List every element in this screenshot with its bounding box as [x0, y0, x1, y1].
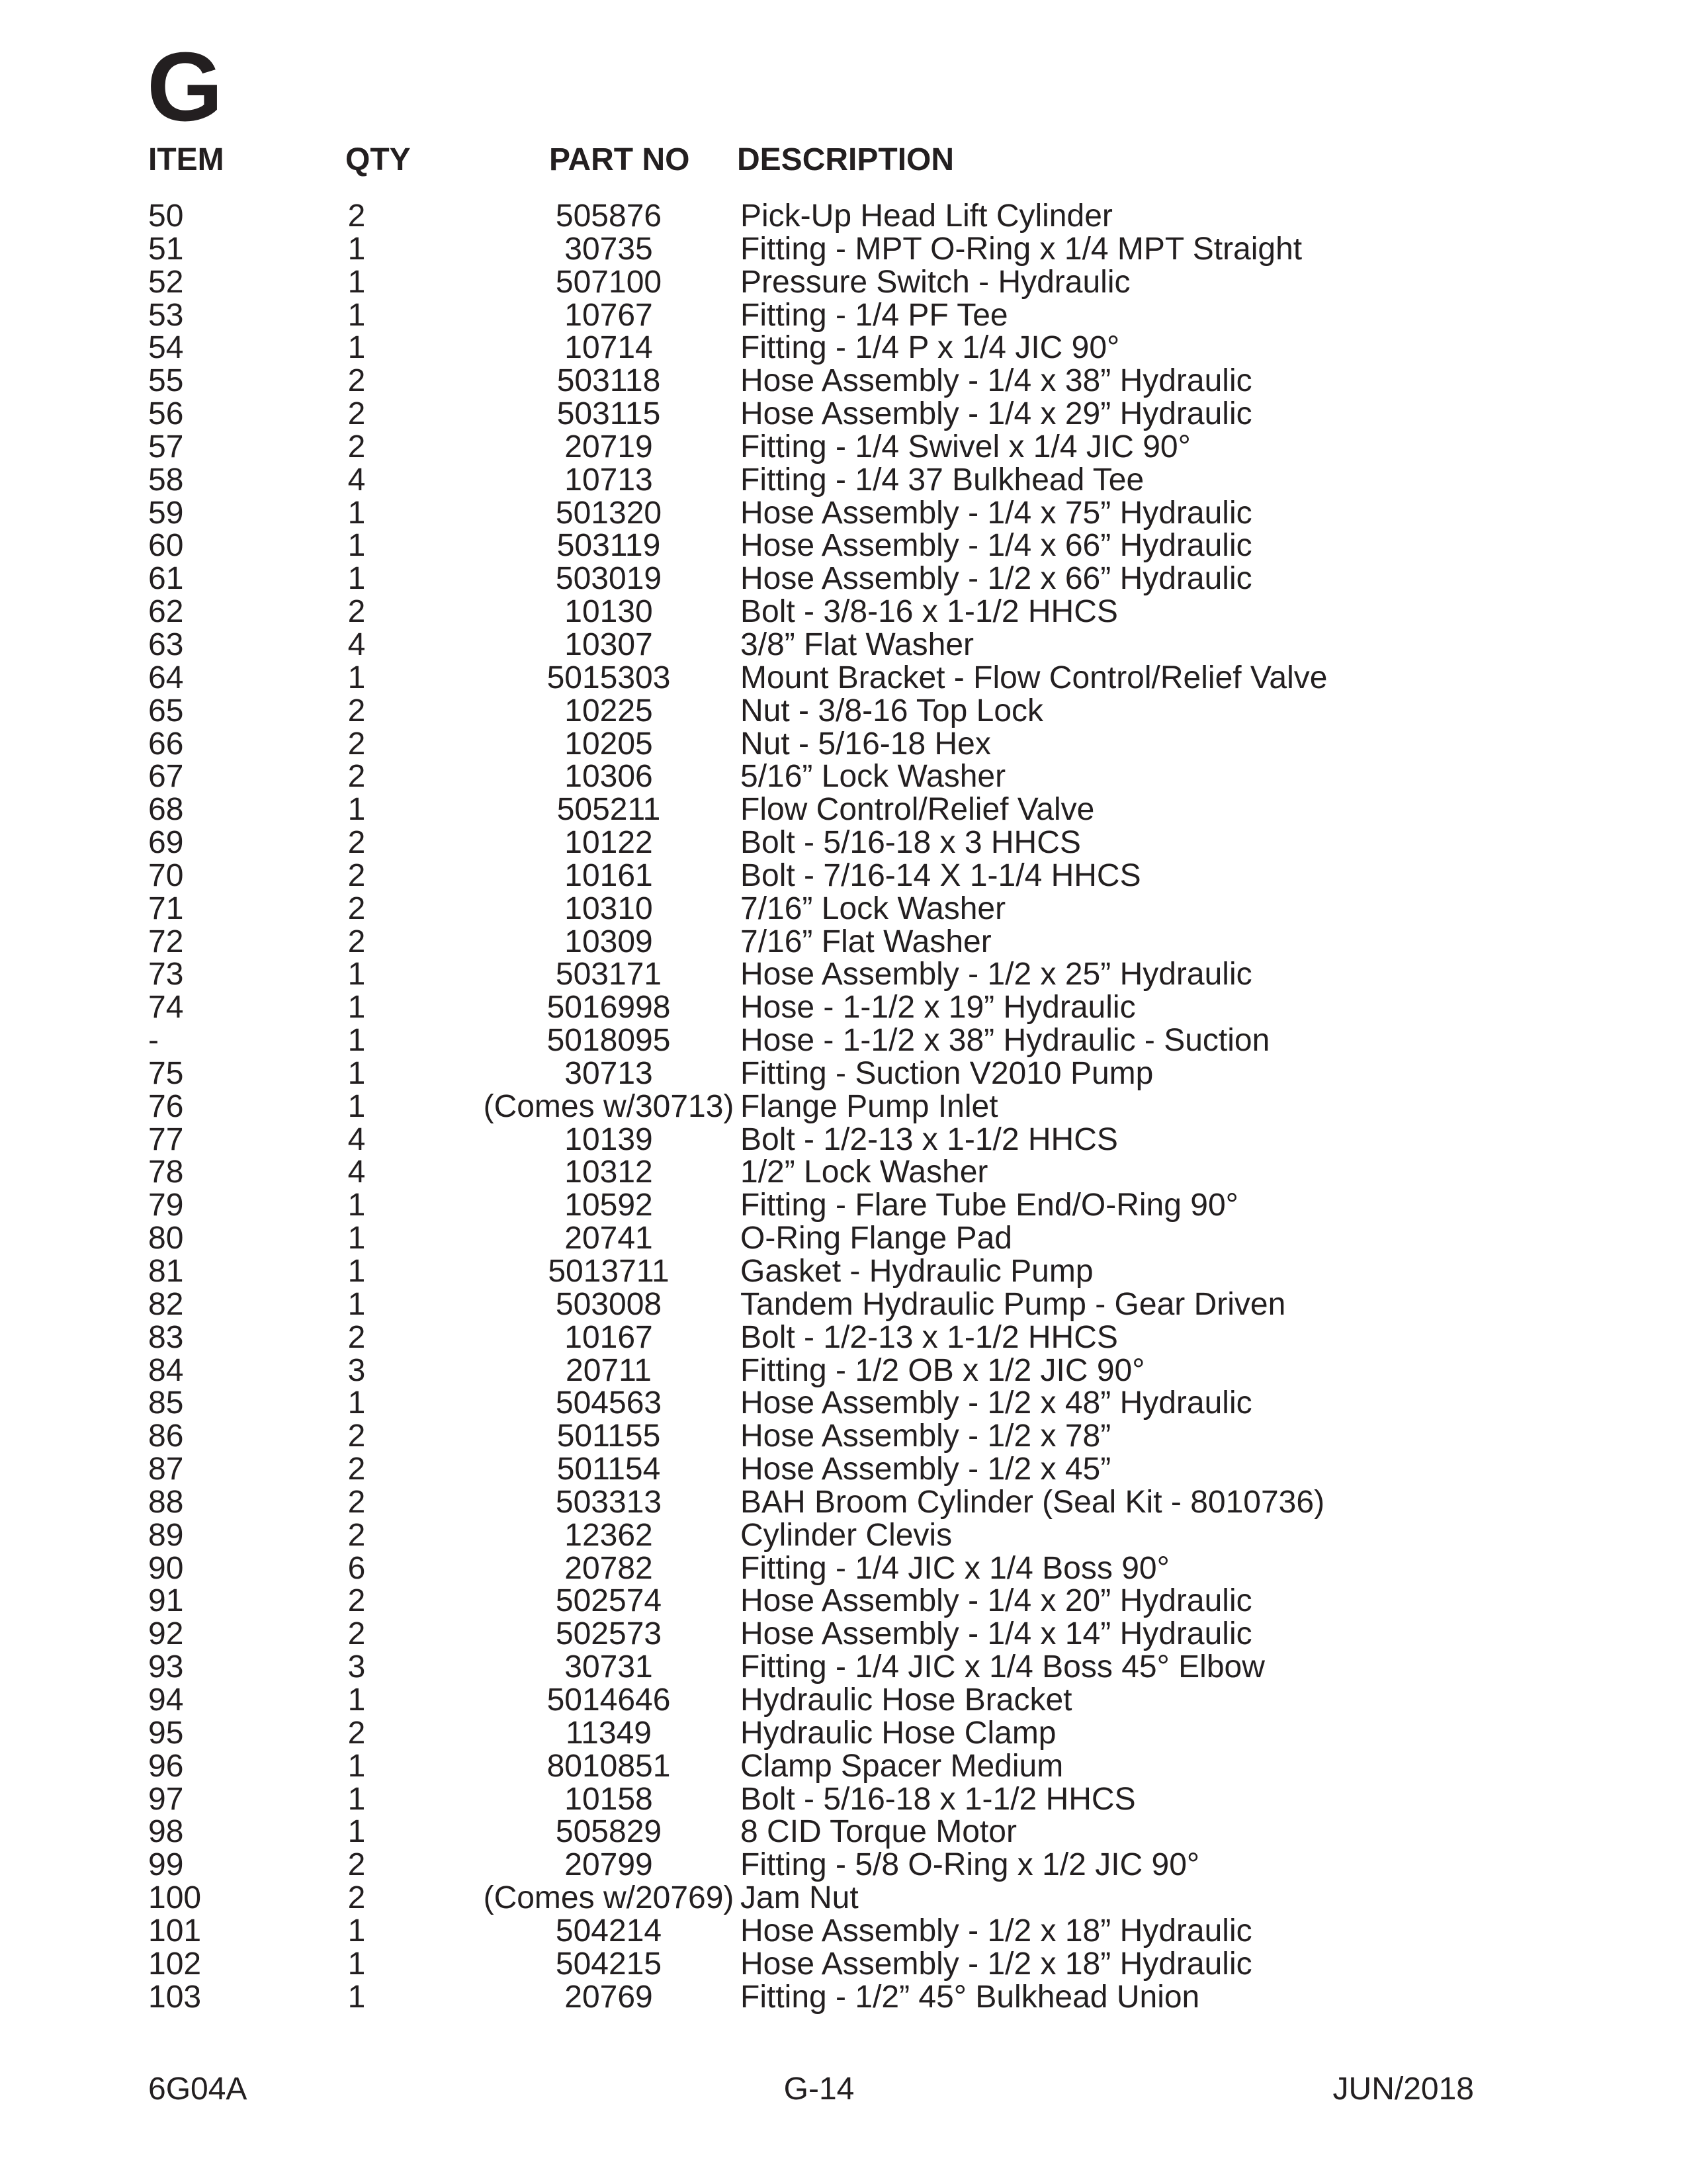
part-no-cell: 505211 — [556, 792, 661, 828]
qty-cell: 2 — [347, 1880, 366, 1916]
column-header-qty: QTY — [345, 142, 411, 177]
item-cell: 99 — [148, 1847, 184, 1883]
item-cell: 86 — [148, 1419, 184, 1454]
part-no-cell: 30731 — [564, 1649, 653, 1685]
table-row — [0, 1585, 1687, 1618]
item-cell: 83 — [148, 1319, 184, 1355]
item-cell: 50 — [148, 198, 184, 234]
item-cell: 90 — [148, 1550, 184, 1586]
description-cell: Bolt - 5/16-18 x 1-1/2 HHCS — [740, 1781, 1136, 1817]
item-cell: 91 — [148, 1583, 184, 1619]
item-cell: 98 — [148, 1814, 184, 1850]
item-cell: 101 — [148, 1913, 202, 1948]
table-row — [0, 233, 1687, 266]
table-row — [0, 1750, 1687, 1783]
description-cell: Pressure Switch - Hydraulic — [740, 264, 1131, 300]
item-cell: 69 — [148, 825, 184, 861]
description-cell: Flange Pump Inlet — [740, 1088, 998, 1124]
table-row — [0, 1519, 1687, 1552]
part-no-cell: 12362 — [564, 1517, 653, 1553]
qty-cell: 1 — [347, 495, 366, 531]
qty-cell: 2 — [347, 594, 366, 630]
part-no-cell: 504214 — [555, 1913, 662, 1948]
table-row — [0, 1684, 1687, 1717]
item-cell: 102 — [148, 1946, 202, 1982]
qty-cell: 1 — [347, 1221, 366, 1256]
qty-cell: 2 — [347, 857, 366, 893]
item-cell: 70 — [148, 857, 184, 893]
part-no-cell: (Comes w/30713) — [483, 1088, 734, 1124]
part-no-cell: 10306 — [564, 759, 653, 795]
part-no-cell: 5014646 — [546, 1682, 671, 1718]
description-cell: Nut - 3/8-16 Top Lock — [740, 693, 1044, 728]
qty-cell: 1 — [347, 1979, 366, 2015]
part-no-cell: 505829 — [555, 1814, 662, 1850]
section-letter: G — [147, 32, 224, 142]
qty-cell: 2 — [347, 759, 366, 795]
part-no-cell: 30735 — [564, 231, 653, 267]
item-cell: 52 — [148, 264, 184, 300]
qty-cell: 4 — [347, 1155, 366, 1190]
table-row — [0, 958, 1687, 991]
table-row — [0, 529, 1687, 562]
footer-doc-code: 6G04A — [148, 2072, 247, 2107]
qty-cell: 1 — [347, 231, 366, 267]
description-cell: Bolt - 1/2-13 x 1-1/2 HHCS — [740, 1121, 1118, 1157]
part-no-cell: 10205 — [564, 726, 653, 762]
item-cell: 75 — [148, 1055, 184, 1091]
table-row — [0, 1354, 1687, 1387]
table-row — [0, 1156, 1687, 1189]
description-cell: Hose Assembly - 1/4 x 20” Hydraulic — [740, 1583, 1252, 1619]
table-row — [0, 1783, 1687, 1816]
description-cell: Hose Assembly - 1/4 x 75” Hydraulic — [740, 495, 1252, 531]
qty-cell: 1 — [347, 1913, 366, 1948]
description-cell: Hydraulic Hose Bracket — [740, 1682, 1072, 1718]
part-no-cell: 10767 — [564, 297, 653, 333]
description-cell: Hose Assembly - 1/2 x 25” Hydraulic — [740, 957, 1252, 992]
description-cell: Pick-Up Head Lift Cylinder — [740, 198, 1113, 234]
description-cell: O-Ring Flange Pad — [740, 1221, 1012, 1256]
part-no-cell: 502574 — [555, 1583, 662, 1619]
table-row — [0, 662, 1687, 695]
table-row — [0, 1717, 1687, 1750]
item-cell: 81 — [148, 1254, 184, 1289]
item-cell: 94 — [148, 1682, 184, 1718]
description-cell: Fitting - 1/2 OB x 1/2 JIC 90° — [740, 1352, 1145, 1388]
part-no-cell: 5018095 — [546, 1023, 671, 1059]
qty-cell: 1 — [347, 660, 366, 695]
description-cell: Hose Assembly - 1/4 x 38” Hydraulic — [740, 363, 1252, 399]
item-cell: 63 — [148, 627, 184, 662]
qty-cell: 2 — [347, 1583, 366, 1619]
description-cell: 5/16” Lock Washer — [740, 759, 1006, 795]
qty-cell: 4 — [347, 627, 366, 662]
part-no-cell: (Comes w/20769) — [483, 1880, 734, 1916]
description-cell: 7/16” Flat Washer — [740, 924, 992, 959]
item-cell: 84 — [148, 1352, 184, 1388]
description-cell: Hose - 1-1/2 x 19” Hydraulic — [740, 990, 1136, 1026]
part-no-cell: 10310 — [564, 891, 653, 926]
table-row — [0, 1057, 1687, 1090]
item-cell: 61 — [148, 561, 184, 597]
qty-cell: 1 — [347, 330, 366, 366]
description-cell: Bolt - 3/8-16 x 1-1/2 HHCS — [740, 594, 1118, 630]
item-cell: 59 — [148, 495, 184, 531]
item-cell: 66 — [148, 726, 184, 762]
table-row — [0, 695, 1687, 728]
item-cell: 76 — [148, 1088, 184, 1124]
description-cell: Fitting - 1/4 37 Bulkhead Tee — [740, 462, 1145, 498]
qty-cell: 2 — [347, 198, 366, 234]
table-row — [0, 1090, 1687, 1123]
part-no-cell: 10592 — [564, 1188, 653, 1223]
item-cell: 78 — [148, 1155, 184, 1190]
qty-cell: 2 — [347, 1452, 366, 1487]
part-no-cell: 10312 — [564, 1155, 653, 1190]
item-cell: 60 — [148, 528, 184, 564]
description-cell: Fitting - 1/4 P x 1/4 JIC 90° — [740, 330, 1120, 366]
description-cell: Fitting - 5/8 O-Ring x 1/2 JIC 90° — [740, 1847, 1200, 1883]
item-cell: 68 — [148, 792, 184, 828]
qty-cell: 2 — [347, 1715, 366, 1751]
table-row — [0, 497, 1687, 530]
item-cell: 103 — [148, 1979, 202, 2015]
qty-cell: 2 — [347, 429, 366, 464]
part-no-cell: 5015303 — [546, 660, 671, 695]
table-row — [0, 266, 1687, 299]
part-no-cell: 10139 — [564, 1121, 653, 1157]
part-no-cell: 10158 — [564, 1781, 653, 1817]
item-cell: 73 — [148, 957, 184, 992]
item-cell: 88 — [148, 1484, 184, 1520]
item-cell: 62 — [148, 594, 184, 630]
qty-cell: 1 — [347, 1188, 366, 1223]
part-no-cell: 10714 — [564, 330, 653, 366]
table-row — [0, 1387, 1687, 1420]
table-row — [0, 1915, 1687, 1948]
column-header-item: ITEM — [148, 142, 224, 177]
description-cell: Mount Bracket - Flow Control/Relief Valve — [740, 660, 1328, 695]
item-cell: 55 — [148, 363, 184, 399]
qty-cell: 1 — [347, 792, 366, 828]
qty-cell: 2 — [347, 1616, 366, 1652]
part-no-cell: 10167 — [564, 1319, 653, 1355]
qty-cell: 1 — [347, 990, 366, 1026]
description-cell: Fitting - 1/4 PF Tee — [740, 297, 1008, 333]
item-cell: 82 — [148, 1286, 184, 1322]
description-cell: Fitting - Flare Tube End/O-Ring 90° — [740, 1188, 1238, 1223]
description-cell: 3/8” Flat Washer — [740, 627, 974, 662]
qty-cell: 1 — [347, 1682, 366, 1718]
table-row — [0, 331, 1687, 365]
description-cell: Gasket - Hydraulic Pump — [740, 1254, 1094, 1289]
qty-cell: 2 — [347, 1419, 366, 1454]
parts-list — [0, 200, 1687, 2013]
qty-cell: 2 — [347, 891, 366, 926]
qty-cell: 4 — [347, 1121, 366, 1157]
part-no-cell: 10130 — [564, 594, 653, 630]
part-no-cell: 501154 — [556, 1452, 661, 1487]
table-row — [0, 1420, 1687, 1453]
description-cell: Hose Assembly - 1/2 x 18” Hydraulic — [740, 1913, 1252, 1948]
part-no-cell: 10225 — [564, 693, 653, 728]
qty-cell: 1 — [347, 1088, 366, 1124]
footer-date: JUN/2018 — [1332, 2072, 1474, 2107]
qty-cell: 2 — [347, 726, 366, 762]
part-no-cell: 503008 — [555, 1286, 662, 1322]
part-no-cell: 10309 — [564, 924, 653, 959]
table-row — [0, 826, 1687, 859]
column-header-part-no: PART NO — [549, 142, 690, 177]
table-row — [0, 431, 1687, 464]
item-cell: 96 — [148, 1748, 184, 1784]
part-no-cell: 20799 — [564, 1847, 653, 1883]
part-no-cell: 20782 — [564, 1550, 653, 1586]
description-cell: Jam Nut — [740, 1880, 859, 1916]
footer-page-number: G-14 — [783, 2072, 855, 2107]
table-row — [0, 1321, 1687, 1354]
description-cell: Hydraulic Hose Clamp — [740, 1715, 1057, 1751]
table-row — [0, 1123, 1687, 1157]
table-row — [0, 1222, 1687, 1255]
description-cell: Flow Control/Relief Valve — [740, 792, 1095, 828]
qty-cell: 4 — [347, 462, 366, 498]
qty-cell: 1 — [347, 1286, 366, 1322]
description-cell: 7/16” Lock Washer — [740, 891, 1006, 926]
table-row — [0, 1255, 1687, 1288]
item-cell: 100 — [148, 1880, 202, 1916]
table-row — [0, 1651, 1687, 1684]
part-no-cell: 503119 — [556, 528, 661, 564]
part-no-cell: 30713 — [564, 1055, 653, 1091]
table-row — [0, 365, 1687, 398]
qty-cell: 1 — [347, 1781, 366, 1817]
qty-cell: 2 — [347, 1484, 366, 1520]
part-no-cell: 20711 — [566, 1352, 652, 1388]
qty-cell: 1 — [347, 957, 366, 992]
table-row — [0, 398, 1687, 431]
part-no-cell: 5016998 — [546, 990, 671, 1026]
part-no-cell: 10122 — [564, 825, 653, 861]
part-no-cell: 5013711 — [548, 1254, 670, 1289]
description-cell: 1/2” Lock Washer — [740, 1155, 988, 1190]
description-cell: Fitting - 1/4 JIC x 1/4 Boss 45° Elbow — [740, 1649, 1265, 1685]
description-cell: Bolt - 1/2-13 x 1-1/2 HHCS — [740, 1319, 1118, 1355]
description-cell: Cylinder Clevis — [740, 1517, 953, 1553]
part-no-cell: 503115 — [556, 396, 661, 432]
qty-cell: 3 — [347, 1352, 366, 1388]
description-cell: Fitting - Suction V2010 Pump — [740, 1055, 1154, 1091]
table-row — [0, 760, 1687, 793]
qty-cell: 2 — [347, 924, 366, 959]
description-cell: Hose Assembly - 1/2 x 78” — [740, 1419, 1111, 1454]
item-cell: 77 — [148, 1121, 184, 1157]
table-row — [0, 1882, 1687, 1915]
item-cell: 85 — [148, 1385, 184, 1421]
table-row — [0, 1024, 1687, 1057]
table-row — [0, 595, 1687, 629]
qty-cell: 3 — [347, 1649, 366, 1685]
item-cell: 87 — [148, 1452, 184, 1487]
item-cell: 72 — [148, 924, 184, 959]
column-header-description: DESCRIPTION — [737, 142, 955, 177]
description-cell: Hose Assembly - 1/4 x 66” Hydraulic — [740, 528, 1252, 564]
part-no-cell: 20741 — [564, 1221, 653, 1256]
table-row — [0, 1453, 1687, 1486]
table-row — [0, 1189, 1687, 1222]
qty-cell: 6 — [347, 1550, 366, 1586]
part-no-cell: 504215 — [555, 1946, 662, 1982]
part-no-cell: 503118 — [556, 363, 661, 399]
table-row — [0, 793, 1687, 826]
item-cell: 64 — [148, 660, 184, 695]
table-row — [0, 1618, 1687, 1651]
qty-cell: 2 — [347, 693, 366, 728]
item-cell: 54 — [148, 330, 184, 366]
part-no-cell: 507100 — [555, 264, 662, 300]
qty-cell: 1 — [347, 561, 366, 597]
qty-cell: 1 — [347, 1814, 366, 1850]
qty-cell: 1 — [347, 264, 366, 300]
part-no-cell: 11349 — [566, 1715, 652, 1751]
table-row — [0, 728, 1687, 761]
qty-cell: 2 — [347, 1319, 366, 1355]
part-no-cell: 504563 — [555, 1385, 662, 1421]
qty-cell: 2 — [347, 1847, 366, 1883]
item-cell: 95 — [148, 1715, 184, 1751]
qty-cell: 1 — [347, 1023, 366, 1059]
qty-cell: 1 — [347, 1946, 366, 1982]
item-cell: 53 — [148, 297, 184, 333]
description-cell: Clamp Spacer Medium — [740, 1748, 1064, 1784]
item-cell: 97 — [148, 1781, 184, 1817]
description-cell: Fitting - 1/2” 45° Bulkhead Union — [740, 1979, 1200, 2015]
item-cell: 51 — [148, 231, 184, 267]
description-cell: Bolt - 7/16-14 X 1-1/4 HHCS — [740, 857, 1141, 893]
item-cell: 58 — [148, 462, 184, 498]
qty-cell: 2 — [347, 825, 366, 861]
qty-cell: 2 — [347, 396, 366, 432]
part-no-cell: 10161 — [564, 857, 653, 893]
item-cell: 92 — [148, 1616, 184, 1652]
description-cell: Hose Assembly - 1/4 x 29” Hydraulic — [740, 396, 1252, 432]
part-no-cell: 20719 — [564, 429, 653, 464]
item-cell: 93 — [148, 1649, 184, 1685]
part-no-cell: 20769 — [564, 1979, 653, 2015]
part-no-cell: 505876 — [555, 198, 662, 234]
part-no-cell: 8010851 — [546, 1748, 671, 1784]
part-no-cell: 503171 — [555, 957, 662, 992]
qty-cell: 2 — [347, 363, 366, 399]
table-row — [0, 464, 1687, 497]
description-cell: Fitting - MPT O-Ring x 1/4 MPT Straight — [740, 231, 1303, 267]
description-cell: Tandem Hydraulic Pump - Gear Driven — [740, 1286, 1286, 1322]
description-cell: Hose Assembly - 1/2 x 66” Hydraulic — [740, 561, 1252, 597]
part-no-cell: 503019 — [555, 561, 662, 597]
description-cell: Hose - 1-1/2 x 38” Hydraulic - Suction — [740, 1023, 1270, 1059]
table-row — [0, 1815, 1687, 1849]
qty-cell: 1 — [347, 528, 366, 564]
item-cell: 71 — [148, 891, 184, 926]
table-row — [0, 859, 1687, 893]
description-cell: Bolt - 5/16-18 x 3 HHCS — [740, 825, 1081, 861]
table-row — [0, 926, 1687, 959]
part-no-cell: 501320 — [555, 495, 662, 531]
table-row — [0, 991, 1687, 1024]
table-row — [0, 299, 1687, 332]
item-cell: 89 — [148, 1517, 184, 1553]
item-cell: 65 — [148, 693, 184, 728]
description-cell: Nut - 5/16-18 Hex — [740, 726, 991, 762]
table-row — [0, 629, 1687, 662]
qty-cell: 1 — [347, 1385, 366, 1421]
description-cell: 8 CID Torque Motor — [740, 1814, 1017, 1850]
description-cell: BAH Broom Cylinder (Seal Kit - 8010736) — [740, 1484, 1325, 1520]
description-cell: Hose Assembly - 1/2 x 18” Hydraulic — [740, 1946, 1252, 1982]
description-cell: Hose Assembly - 1/4 x 14” Hydraulic — [740, 1616, 1252, 1652]
item-cell: 56 — [148, 396, 184, 432]
table-row — [0, 1948, 1687, 1981]
qty-cell: 2 — [347, 1517, 366, 1553]
item-cell: 57 — [148, 429, 184, 464]
table-row — [0, 562, 1687, 595]
item-cell: - — [148, 1023, 159, 1059]
item-cell: 67 — [148, 759, 184, 795]
part-no-cell: 10713 — [564, 462, 653, 498]
part-no-cell: 502573 — [555, 1616, 662, 1652]
table-row — [0, 1552, 1687, 1585]
description-cell: Hose Assembly - 1/2 x 48” Hydraulic — [740, 1385, 1252, 1421]
item-cell: 74 — [148, 990, 184, 1026]
description-cell: Hose Assembly - 1/2 x 45” — [740, 1452, 1111, 1487]
table-row — [0, 1981, 1687, 2014]
part-no-cell: 501155 — [556, 1419, 661, 1454]
part-no-cell: 10307 — [564, 627, 653, 662]
table-row — [0, 1486, 1687, 1519]
qty-cell: 1 — [347, 1254, 366, 1289]
part-no-cell: 503313 — [555, 1484, 662, 1520]
description-cell: Fitting - 1/4 Swivel x 1/4 JIC 90° — [740, 429, 1191, 464]
table-row — [0, 1849, 1687, 1882]
qty-cell: 1 — [347, 297, 366, 333]
item-cell: 80 — [148, 1221, 184, 1256]
table-row — [0, 893, 1687, 926]
table-row — [0, 200, 1687, 233]
description-cell: Fitting - 1/4 JIC x 1/4 Boss 90° — [740, 1550, 1170, 1586]
item-cell: 79 — [148, 1188, 184, 1223]
qty-cell: 1 — [347, 1748, 366, 1784]
table-row — [0, 1288, 1687, 1321]
qty-cell: 1 — [347, 1055, 366, 1091]
